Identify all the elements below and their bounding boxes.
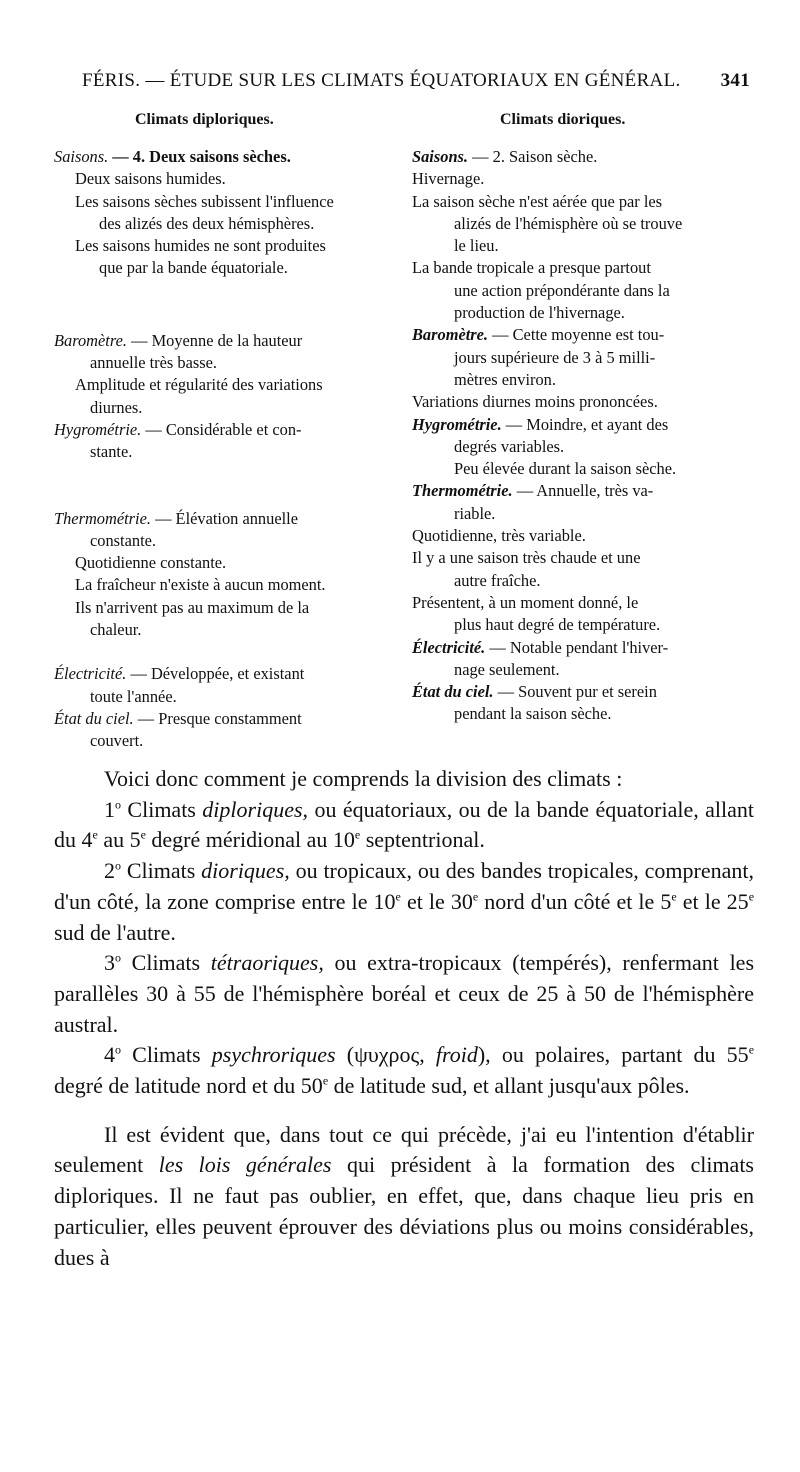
entry-text: La fraîcheur n'existe à aucun moment.	[75, 575, 326, 595]
text-run: degré méridional au 10	[145, 827, 355, 853]
entry-hygrometrie	[54, 419, 402, 464]
paragraph-climats-tetraoriques	[54, 948, 754, 1040]
entry-text: La saison sèche n'est aérée que par les	[412, 191, 663, 211]
climate-term: diploriques,	[202, 796, 309, 822]
entry-text: — Souvent pur et serein	[493, 682, 657, 702]
ordinal-mark: e	[395, 889, 401, 904]
entry-electricite	[54, 663, 402, 708]
entry-text: Les saisons sèches subissent l'influence	[75, 191, 334, 211]
text-run: qui président à la formation des climats diploriques. Il ne faut pas oublier, en effet, que, dans chaque lieu pris en particulier, elles peuvent éprouver des déviations plus ou moins considérables, dues à	[54, 1152, 754, 1270]
text-run: au 5	[97, 827, 141, 853]
entry-text: annuelle très basse.	[90, 353, 217, 373]
paragraph-intro: Voici donc comment je comprends la division des climats :	[104, 766, 623, 791]
entry-text: — Moindre, et ayant des	[501, 414, 669, 434]
ordinal-mark: e	[472, 889, 479, 904]
text-run: septentrional.	[360, 827, 485, 853]
entry-text: — Cette moyenne est tou-	[488, 325, 665, 345]
keyword: Thermométrie.	[54, 508, 151, 528]
keyword: Saisons.	[54, 147, 109, 166]
keyword: Électricité.	[54, 664, 127, 684]
left-column-heading: Climats diploriques.	[135, 111, 274, 128]
text-run: Climats	[121, 1042, 212, 1068]
entry-text: une action prépondérante dans la	[454, 280, 670, 300]
entry-text: — Annuelle, très va-	[512, 481, 654, 501]
entry-text: chaleur.	[90, 620, 142, 640]
list-number: 3	[104, 950, 115, 976]
ordinal-mark: o	[115, 950, 121, 965]
entry-text: mètres environ.	[454, 369, 556, 389]
italic-word: froid	[435, 1042, 478, 1068]
list-number: 4	[104, 1042, 115, 1068]
entry-hygrometrie	[412, 414, 757, 481]
entry-etat-du-ciel	[54, 708, 402, 753]
page-number: 341	[720, 70, 750, 91]
ordinal-mark: e	[322, 1073, 329, 1088]
list-number: 2	[104, 858, 115, 884]
entry-text: Quotidienne constante.	[75, 553, 227, 573]
text-run: ou équatoriaux, ou de la bande équatoriale, allant du 4	[54, 796, 754, 853]
text-run: (ψυχρος,	[335, 1042, 436, 1068]
ordinal-mark: e	[92, 828, 98, 843]
text-run: nord d'un côté et le 5	[478, 888, 672, 914]
entry-text: diurnes.	[90, 397, 143, 417]
keyword: Hygrométrie.	[54, 419, 142, 439]
entry-text: Ils n'arrivent pas au maximum de la	[75, 597, 310, 617]
entry-text: des alizés des deux hémisphères.	[99, 213, 315, 233]
entry-saisons	[412, 146, 757, 324]
keyword: Thermométrie.	[412, 481, 513, 501]
entry-text: — Notable pendant l'hiver-	[485, 637, 669, 657]
entry-electricite	[412, 637, 757, 682]
entry-etat-du-ciel	[412, 681, 757, 726]
entry-text: jours supérieure de 3 à 5 milli-	[454, 347, 656, 367]
text-run: ou extra-tropicaux (tempérés), renfermant les parallèles 30 à 55 de l'hémisphère boréal et ceux de 25 à 50 de l'hémisphère austral.	[54, 950, 755, 1037]
ordinal-mark: e	[671, 889, 677, 904]
entry-text: alizés de l'hémisphère où se trouve	[454, 213, 683, 233]
entry-text: production de l'hivernage.	[454, 303, 625, 323]
text-run: et le 25	[676, 888, 749, 914]
text-run: ),	[477, 1042, 491, 1068]
keyword: État du ciel.	[412, 682, 494, 702]
entry-text: — Considérable et con-	[141, 419, 302, 439]
entry-text: riable.	[454, 503, 496, 523]
entry-text: La bande tropicale a presque partout	[412, 258, 651, 278]
entry-text: Les saisons humides ne sont produites	[75, 236, 326, 256]
text-run: Climats	[121, 950, 211, 976]
climate-term: dioriques,	[201, 858, 290, 884]
ordinal-mark: e	[354, 828, 361, 843]
entry-text: stante.	[90, 442, 133, 462]
text-run: sud de l'autre.	[54, 919, 176, 945]
text-run: Il est évident que, dans tout ce qui précède, j'ai eu l'intention d'établir seulement	[54, 1121, 754, 1178]
text-run: Climats	[121, 796, 203, 822]
entry-text: — 2. Saison sèche.	[468, 147, 598, 166]
entry-thermometrie	[412, 480, 757, 636]
text-run: et le 30	[400, 888, 473, 914]
text-run: Climats	[121, 858, 202, 884]
dioriques-column	[412, 146, 757, 726]
entry-text: Deux saisons humides.	[75, 169, 226, 189]
ordinal-mark: o	[115, 858, 121, 873]
keyword: Électricité.	[412, 637, 486, 657]
text-run: de latitude sud, et allant jusqu'aux pôles.	[328, 1073, 690, 1099]
keyword: État du ciel.	[54, 708, 134, 728]
entry-text: plus haut degré de température.	[454, 615, 661, 635]
ordinal-mark: e	[748, 889, 755, 904]
entry-text: Peu élevée durant la saison sèche.	[454, 459, 677, 479]
keyword: Baromètre.	[412, 325, 489, 345]
entry-thermometrie	[54, 508, 402, 642]
entry-text: degrés variables.	[454, 436, 565, 456]
entry-text: pendant la saison sèche.	[454, 704, 612, 724]
italic-phrase: les lois générales	[158, 1152, 332, 1178]
right-column-heading: Climats dioriques.	[500, 111, 626, 128]
entry-text: Hivernage.	[412, 169, 485, 189]
running-header	[82, 70, 750, 100]
entry-text: — Développée, et existant	[126, 664, 305, 684]
entry-text: le lieu.	[454, 236, 499, 256]
paragraph-climats-diploriques	[54, 795, 754, 856]
entry-text: — 4. Deux saisons sèches.	[108, 147, 291, 166]
entry-text: toute l'année.	[90, 686, 177, 706]
climate-term: tétraoriques,	[210, 950, 324, 976]
paragraph-climats-dioriques	[54, 856, 754, 948]
entry-text: Quotidienne, très variable.	[412, 526, 586, 546]
entry-text: nage seulement.	[454, 659, 560, 679]
entry-text: couvert.	[90, 731, 144, 751]
text-run: ou tropicaux, ou des bandes tropicales, comprenant, d'un côté, la zone comprise entre le 10	[54, 858, 754, 914]
keyword: Saisons.	[412, 147, 469, 166]
entry-barometre	[412, 324, 757, 413]
ordinal-mark: o	[115, 1043, 121, 1057]
ordinal-mark: o	[115, 797, 121, 812]
entry-text: Variations diurnes moins prononcées.	[412, 392, 658, 412]
entry-text: Présentent, à un moment donné, le	[412, 592, 639, 612]
entry-text: Amplitude et régularité des variations	[75, 375, 323, 395]
entry-text: — Élévation annuelle	[150, 508, 298, 528]
body-text	[54, 764, 754, 1273]
entry-text: Il y a une saison très chaude et une	[412, 548, 641, 568]
ordinal-mark: e	[140, 828, 146, 843]
keyword: Baromètre.	[54, 330, 127, 350]
entry-text: que par la bande équatoriale.	[99, 258, 288, 278]
paragraph-climats-psychroriques	[54, 1040, 754, 1101]
paragraph-conclusion	[54, 1120, 754, 1274]
entry-barometre	[54, 330, 402, 419]
entry-saisons	[54, 146, 402, 280]
running-title: FÉRIS. — ÉTUDE SUR LES CLIMATS ÉQUATORIAUX EN GÉNÉRAL.	[82, 70, 681, 91]
list-number: 1	[104, 796, 115, 822]
text-run: degré de latitude nord et du 50	[54, 1073, 323, 1099]
climate-term: psychroriques	[211, 1042, 336, 1068]
entry-text: — Moyenne de la hauteur	[126, 330, 303, 350]
entry-text: — Presque constamment	[133, 708, 302, 728]
keyword: Hygrométrie.	[412, 414, 502, 434]
entry-text: constante.	[90, 530, 156, 550]
ordinal-mark: e	[748, 1043, 755, 1057]
text-run: ou polaires, partant du 55	[490, 1042, 749, 1068]
entry-text: autre fraîche.	[454, 570, 541, 590]
diploriques-column	[54, 146, 402, 753]
